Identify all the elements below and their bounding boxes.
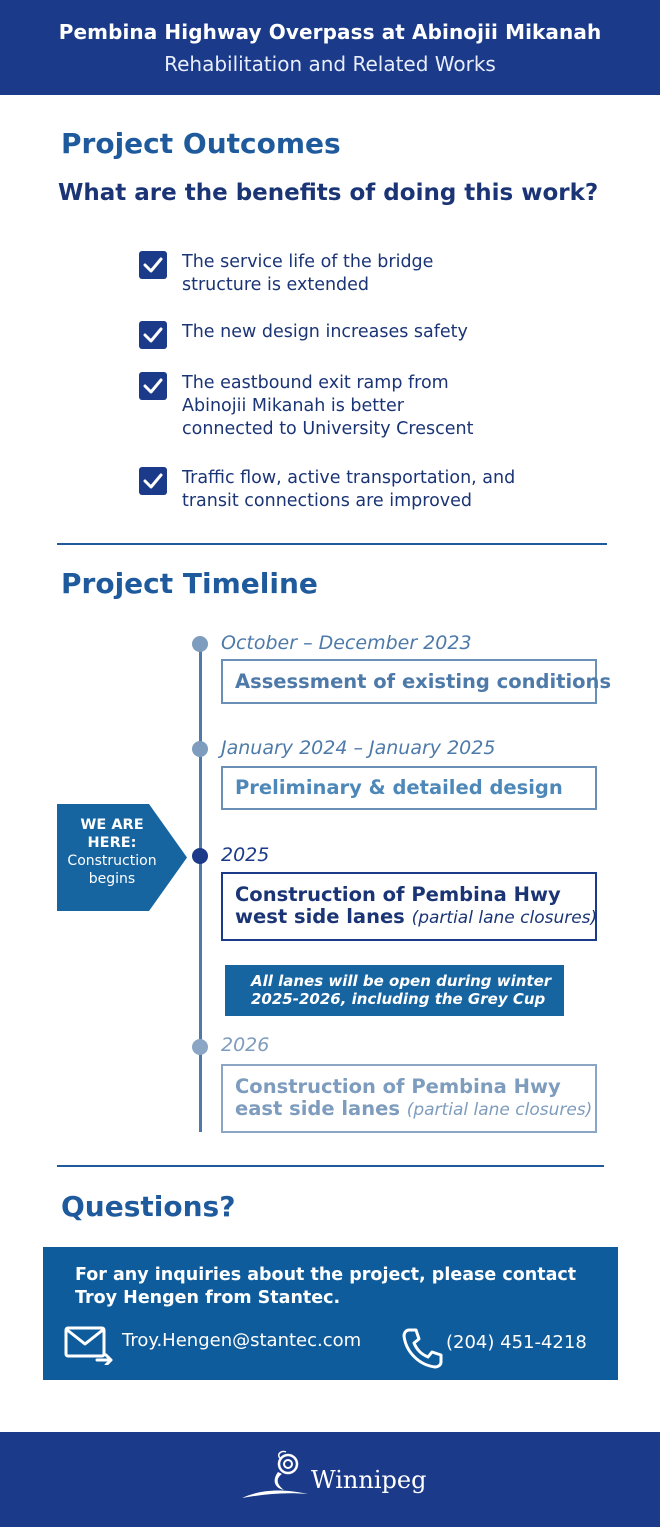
we-are-here-label: WE ARE HERE: bbox=[80, 817, 144, 851]
header-banner bbox=[0, 0, 660, 95]
checkbox-checked-icon bbox=[139, 321, 167, 349]
outcomes-question: What are the benefits of doing this work? bbox=[58, 180, 599, 206]
outcomes-heading: Project Outcomes bbox=[61, 127, 341, 160]
stage-box bbox=[221, 659, 612, 704]
we-are-here-sub-2: begins bbox=[88, 871, 136, 887]
checkbox-checked-icon bbox=[139, 372, 167, 400]
contact-text: For any inquiries about the project, please contact Troy Hengen from Stantec. bbox=[75, 1265, 577, 1308]
stage-box bbox=[221, 1064, 597, 1133]
timeline-dot-current bbox=[192, 848, 208, 864]
stage-title-2: west side lanes bbox=[235, 905, 405, 928]
benefit-text: The eastbound exit ramp from Abinojii Mikanah is better connected to University Crescent bbox=[182, 373, 474, 439]
stage-date: October – December 2023 bbox=[221, 632, 472, 654]
stage-box-current bbox=[221, 872, 597, 941]
stage-title: Construction of Pembina Hwy bbox=[235, 883, 561, 906]
we-are-here-marker bbox=[57, 804, 187, 911]
stage-date: 2025 bbox=[221, 844, 270, 866]
timeline-line bbox=[199, 644, 202, 1132]
winnipeg-logo-text: Winnipeg bbox=[311, 1466, 427, 1494]
section-divider bbox=[57, 543, 607, 545]
questions-heading: Questions? bbox=[61, 1190, 236, 1223]
stage-date: 2026 bbox=[221, 1034, 270, 1056]
timeline-dot bbox=[192, 741, 208, 757]
stage-box bbox=[221, 766, 597, 810]
phone-link[interactable]: (204) 451-4218 bbox=[446, 1332, 587, 1353]
footer-banner bbox=[0, 1432, 660, 1527]
stage-title: Construction of Pembina Hwy bbox=[235, 1075, 561, 1098]
benefit-text: Traffic flow, active transportation, and transit connections are improved bbox=[182, 468, 516, 511]
we-are-here-sub: Construction bbox=[67, 853, 157, 869]
stage-date: January 2024 – January 2025 bbox=[221, 737, 496, 759]
winnipeg-logo-icon bbox=[240, 1450, 310, 1510]
mail-icon bbox=[63, 1325, 115, 1365]
timeline-heading: Project Timeline bbox=[61, 567, 318, 600]
stage-note: (partial lane closures) bbox=[406, 1100, 593, 1120]
winter-note: All lanes will be open during winter 2025-2026, including the Grey Cup bbox=[225, 965, 564, 1016]
stage-title: Assessment of existing conditions bbox=[235, 669, 612, 693]
benefit-text: The service life of the bridge structure is extended bbox=[182, 252, 434, 295]
phone-icon bbox=[401, 1327, 443, 1369]
timeline-dot bbox=[192, 636, 208, 652]
stage-title-2: east side lanes bbox=[235, 1097, 400, 1120]
page-title: Pembina Highway Overpass at Abinojii Mikanah bbox=[58, 20, 602, 44]
email-link[interactable]: Troy.Hengen@stantec.com bbox=[122, 1330, 362, 1351]
timeline-dot bbox=[192, 1039, 208, 1055]
section-divider bbox=[57, 1165, 604, 1167]
checkbox-checked-icon bbox=[139, 467, 167, 495]
benefit-text: The new design increases safety bbox=[182, 322, 468, 342]
stage-title: Preliminary & detailed design bbox=[235, 776, 563, 799]
stage-note: (partial lane closures) bbox=[411, 908, 598, 928]
contact-box bbox=[43, 1247, 618, 1380]
checkbox-checked-icon bbox=[139, 251, 167, 279]
page-subtitle: Rehabilitation and Related Works bbox=[164, 52, 496, 76]
